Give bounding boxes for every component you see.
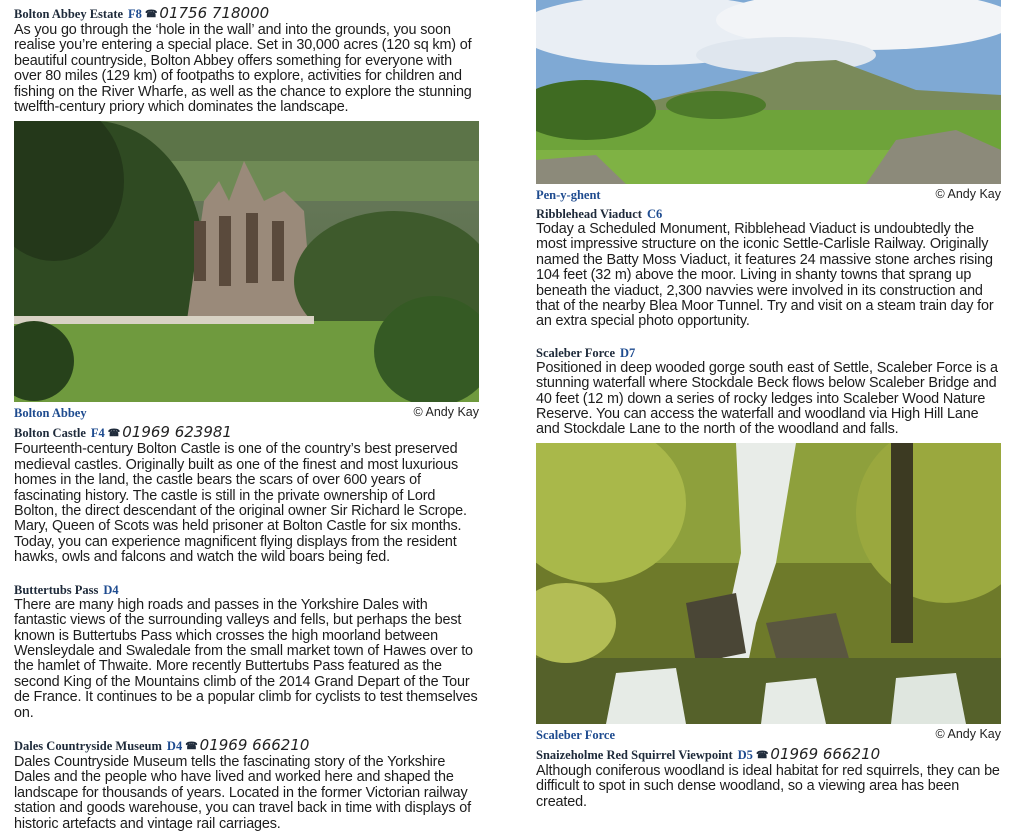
photo-caption: Bolton Abbey — [14, 406, 87, 421]
entry-title: Scaleber Force — [536, 345, 616, 360]
photo-caption: Scaleber Force — [536, 727, 616, 742]
entry-body-bolton-castle: Fourteenth-century Bolton Castle is one of the country’s best preserved medieval castles. Originally built as one of the finest and most luxurious homes in the land, the castle bears the scars of over 600 years of fascinating history. The castle is still in the private ownership of Lord Bolton, the direct descendant of the original owner Sir Richard le Scrope. Mary, Queen of Scots was held prisoner at Bolton Castle for six months. Today, you can experience magnificent flying displays from the resident hawks, owls and falcons and watch the wild boars being fed. — [14, 441, 467, 566]
left-column — [14, 0, 480, 832]
photo-bolton-abbey — [14, 121, 479, 402]
grid-reference: F4 — [90, 426, 105, 441]
entry-body-scaleber-force: Positioned in deep wooded gorge south east of Settle, Scaleber Force is a stunning waterfall where Stockdale Beck flows below Scaleber Bridge and 40 feet (12 m) down a series of rocky ledges into Scaleber Wood Nature Reserve. You can access the waterfall and woodland via High Hill Lane and Stockdale Lane to the north of the woodland and falls. — [536, 359, 998, 438]
caption-bolton-abbey — [14, 405, 479, 422]
telephone-icon: ☎ — [185, 740, 198, 752]
grid-reference: D7 — [620, 345, 636, 360]
entry-heading-bolton-castle — [14, 424, 480, 442]
grid-reference: C6 — [646, 207, 663, 221]
phone-number: 01756 718000 — [159, 4, 270, 22]
grid-reference: D4 — [166, 738, 183, 753]
phone-number: 01969 623981 — [122, 423, 232, 442]
entry-heading-bolton-abbey-estate — [14, 5, 480, 23]
entry-title: Snaizeholme Red Squirrel Viewpoint — [536, 747, 733, 762]
grid-reference: D4 — [103, 582, 119, 597]
photo-scaleber-force — [536, 443, 1001, 724]
photo-caption: Pen-y-ghent — [536, 188, 601, 202]
phone-number: 01969 666210 — [770, 744, 881, 763]
entry-heading-ribblehead-viaduct — [536, 206, 1002, 222]
entry-heading-snaizeholme — [536, 746, 1002, 764]
entry-title: Bolton Castle — [14, 426, 86, 441]
entry-heading-dales-countryside-museum — [14, 737, 480, 755]
entry-heading-buttertubs-pass — [14, 582, 480, 598]
caption-scaleber-force — [536, 727, 1001, 744]
phone-number: 01969 666210 — [199, 735, 310, 754]
telephone-icon: ☎ — [755, 749, 769, 761]
entry-body-ribblehead-viaduct: Today a Scheduled Monument, Ribblehead Viaduct is undoubtedly the most impressive structure on the iconic Settle-Carlisle Railway. Originally named the Batty Moss Viaduct, it features 24 massive stone arches rising 104 feet (32 m) above the moor. Living in shanty towns that sprang up beneath the viaduct, 2,300 navvies were involved in its construction and that of the nearby Blea Moor Tunnel. Try and visit on a steam train day for an extra special photo opportunity. — [536, 221, 994, 330]
grid-reference: F8 — [128, 7, 142, 21]
caption-pen-y-ghent — [536, 187, 1001, 204]
telephone-icon: ☎ — [107, 428, 121, 440]
photo-pen-y-ghent — [536, 0, 1001, 184]
entry-body-buttertubs-pass: There are many high roads and passes in the Yorkshire Dales with fantastic views of the surrounding valleys and fells, but perhaps the best known is Buttertubs Pass which crosses the high moorland between Wensleydale and Swaledale from the small market town of Hawes over to the hamlet of Thwaite. More recently Buttertubs Pass featured as the second King of the Mountains climb of the 2014 Grand Depart of the Tour de France. It continues to be a popular climb for cyclists to test themselves on. — [14, 596, 478, 721]
entry-heading-scaleber-force — [536, 345, 1002, 361]
entry-title: Dales Countryside Museum — [14, 738, 162, 753]
grid-reference: D5 — [737, 747, 753, 762]
entry-body-bolton-abbey-estate: As you go through the ‘hole in the wall’ and into the grounds, you soon realise you’re entering a special place. Set in 30,000 acres (120 sq km) of beautiful countryside, Bolton Abbey offers something for everyone with over 80 miles (129 km) of footpaths to explore, activities for children and fishing on the River Wharfe, as well as the chance to explore the stunning twelfth-century priory which dominates the landscape. — [14, 22, 472, 116]
telephone-icon: ☎ — [144, 9, 158, 20]
entry-title: Ribblehead Viaduct — [536, 207, 642, 221]
entry-title: Buttertubs Pass — [14, 582, 99, 597]
photo-credit: © Andy Kay — [413, 405, 479, 420]
photo-credit: © Andy Kay — [935, 187, 1001, 201]
photo-credit: © Andy Kay — [935, 726, 1001, 741]
entry-title: Bolton Abbey Estate — [14, 7, 124, 21]
entry-body-dales-countryside-museum: Dales Countryside Museum tells the fascinating story of the Yorkshire Dales and the people who have lived and worked here and shaped the landscape for thousands of years. Located in the former Victorian railway station and goods warehouse, you can travel back in time with displays of historic artefacts and vintage rail carriages. — [14, 753, 472, 832]
right-column — [536, 0, 1002, 810]
entry-body-snaizeholme: Although coniferous woodland is ideal habitat for red squirrels, they can be difficult to spot in such dense woodland, so a viewing area has been created. — [536, 762, 1000, 810]
